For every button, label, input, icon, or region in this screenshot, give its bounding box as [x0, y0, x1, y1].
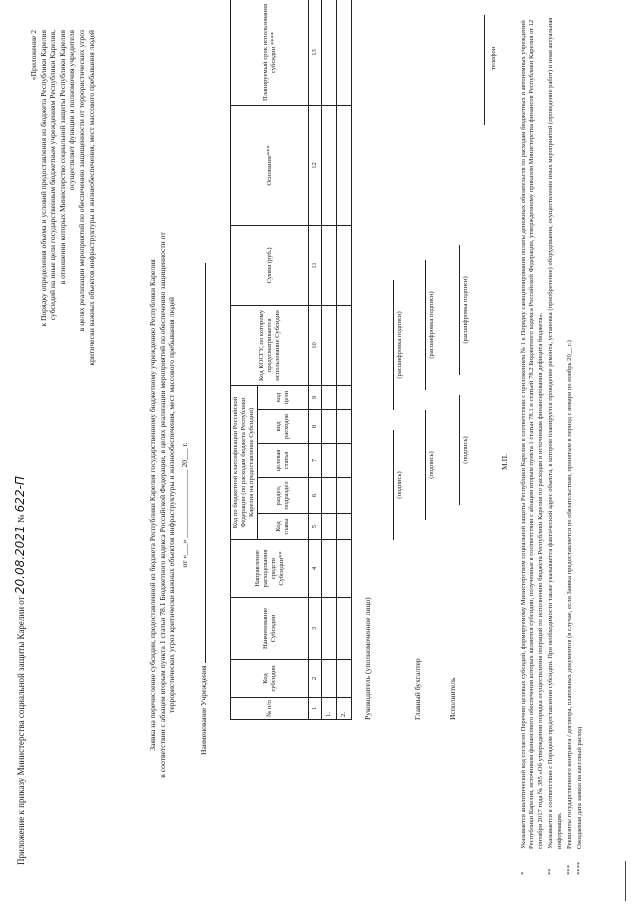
sig-role-executor: Исполнитель — [448, 677, 457, 720]
title-date-line: от «___» __________________ 20___ г. — [179, 442, 189, 568]
sig-caption-accountant-name: (расшифровка подписи) — [428, 291, 435, 359]
table-cell[interactable] — [337, 385, 352, 409]
table-cell[interactable] — [337, 305, 352, 385]
sig-line-accountant-signature[interactable] — [425, 410, 426, 520]
appendix-line-1: к Порядку определения объема и условий предоставления из бюджета Республики Карелия — [38, 30, 48, 327]
phone-label: телефон — [490, 46, 497, 70]
institution-field[interactable] — [197, 263, 206, 663]
institution-label: Наименование Учреждения — [199, 665, 208, 755]
col-header-num: № п/п — [231, 698, 309, 720]
table-cell[interactable] — [322, 105, 337, 225]
table-cell[interactable] — [322, 225, 337, 305]
col-header-expense-type: вид расходов — [258, 410, 309, 444]
table-cell[interactable] — [322, 385, 337, 409]
sig-line-head-name[interactable] — [393, 280, 394, 410]
footnote-mark: * — [520, 871, 527, 875]
col-header-direction: Направление расходования средств Субсидии** — [231, 540, 309, 598]
footnote — [576, 15, 584, 875]
table-cell[interactable] — [337, 225, 352, 305]
table-cell[interactable] — [337, 540, 352, 598]
col-header-section: раздел, подраздел — [258, 478, 309, 514]
col-number: 9 — [309, 385, 322, 409]
footnotes — [520, 15, 587, 875]
request-title — [148, 225, 189, 785]
table-cell[interactable] — [322, 598, 337, 660]
table-cell[interactable] — [322, 660, 337, 698]
footnote-text: Указывается аналитический код согласно Перечню целевых субсидий, формируемому Министерством социальной защиты Республики Карелия в соответствии с приложением № 1 к Порядку санкционирования оплаты денежных обязательств по расходам бюджетных и автономных учреждений Республики Карелия, источником финансового обеспечения которых являются субсидии, полученные в соответствии с абзацем вторым пункта 1 статьи 78.1 и статьей 78.2 Бюджетного кодекса Российской Федерации, утвержденному приказом Министерства финансов Республики Карелия от 12 сентября 2017 года № 385 «Об утверждении порядка осуществления операций по исполнению бюджета Республики Карелия по расходам и источникам финансирования дефицита бюджета». — [520, 19, 544, 849]
col-header-amount: Сумма (руб.) — [231, 225, 309, 305]
footnote-mark: *** — [566, 865, 574, 875]
col-number: 1 — [309, 698, 322, 720]
table-cell[interactable] — [337, 105, 352, 225]
footnote — [520, 15, 545, 875]
margin-mark — [625, 861, 626, 901]
col-number: 5 — [309, 514, 322, 540]
footnote-text: Указывается в соответствии с Порядком предоставления субсидии. При необходимости также указывается фактический адрес объекта, в котором планируется проведение ремонта, установка (приобретение) оборудования, осуществление иных мероприятий (проведение работ) и иная актуальная информация. — [547, 17, 563, 849]
col-number: 13 — [309, 0, 322, 105]
footnote-mark: ** — [547, 868, 555, 875]
table-row — [337, 0, 352, 720]
table-cell[interactable] — [337, 410, 352, 444]
sig-line-accountant-name[interactable] — [425, 260, 426, 390]
table-cell[interactable] — [322, 410, 337, 444]
table-cell[interactable] — [337, 0, 352, 105]
appendix-line-5: в целях реализации мероприятий по обеспечению защищенности от террористических угроз — [76, 30, 86, 332]
table-cell[interactable] — [322, 305, 337, 385]
sig-caption-head-signature: (подпись) — [396, 471, 403, 499]
col-group-header-budget-code: Код по бюджетной классификации Российской Федерации (по расходам бюджета Республики Карелия на предоставление Субсидии) — [231, 385, 258, 539]
col-header-target-item: целевая статья — [258, 444, 309, 478]
footnote-mark: **** — [576, 861, 584, 875]
col-header-basis: Основание*** — [231, 105, 309, 225]
footnote — [566, 15, 574, 875]
col-number: 8 — [309, 410, 322, 444]
table-cell[interactable] — [322, 444, 337, 478]
column-number-row — [309, 0, 322, 720]
phone-line[interactable] — [484, 15, 485, 125]
appendix-line-6: критически важных объектов инфраструктуры и жизнеобеспечения, мест массового пребывания людей — [86, 30, 96, 366]
row-number: 1. — [322, 698, 337, 720]
table-row — [322, 0, 337, 720]
sig-line-executor-signature[interactable] — [459, 395, 460, 505]
footnote-text: Реквизиты государственного контракта / договора, платежных документов (в случае, если Заявка предоставляется по обязательствам, принятым в период с января по ноябрь 20__ г.) — [566, 340, 574, 849]
col-header-chapter-code: Код главы — [258, 514, 309, 540]
col-number: 12 — [309, 105, 322, 225]
stamp-place-label: М.П. — [500, 453, 509, 470]
row-number: 2. — [337, 698, 352, 720]
sig-role-accountant: Главный бухгалтер — [413, 658, 422, 720]
signature-block — [363, 20, 503, 720]
sig-caption-accountant-signature: (подпись) — [428, 451, 435, 479]
col-header-kosgu: Код КОСГУ, по которому предусматривается использование Субсидии — [231, 305, 309, 385]
col-number: 3 — [309, 598, 322, 660]
sig-line-executor-name[interactable] — [459, 245, 460, 375]
footnote — [547, 15, 564, 875]
sig-caption-executor-name: (расшифровка подписи) — [462, 276, 469, 344]
col-header-subsidy-name: Наименование Субсидии — [231, 598, 309, 660]
order-reference: Приложение к приказу Министерства социальной защиты Карелии от 20.08.2021 № 622-П — [13, 476, 27, 865]
col-number: 7 — [309, 444, 322, 478]
col-header-subsidy-code: Код субсидии — [231, 660, 309, 698]
table-cell[interactable] — [337, 444, 352, 478]
table-cell[interactable] — [337, 478, 352, 514]
table-cell[interactable] — [322, 540, 337, 598]
table-cell[interactable] — [322, 478, 337, 514]
appendix-line-4: осуществляет функции и полномочия учредителя — [67, 30, 77, 191]
sig-caption-head-name: (расшифровка подписи) — [396, 311, 403, 379]
appendix-header — [14, 30, 96, 865]
col-number: 10 — [309, 305, 322, 385]
institution-row — [197, 55, 209, 755]
request-table — [230, 0, 352, 720]
title-line-3: террористических угроз критически важных объектов инфраструктуры и жизнеобеспечения, мест массового пребывания людей — [167, 297, 177, 713]
sig-line-head-signature[interactable] — [393, 430, 394, 540]
appendix-line-3: в отношении которых Министерство социальной защиты Республики Карелия — [57, 30, 67, 285]
appendix-line-2: субсидий на иные цели государственным бюджетным учреждениям Республики Карелия, — [48, 30, 58, 321]
col-number: 2 — [309, 660, 322, 698]
order-date-handwritten: 20.08.2021 — [13, 525, 27, 595]
sig-caption-executor-signature: (подпись) — [462, 436, 469, 464]
col-number: 4 — [309, 540, 322, 598]
table-cell[interactable] — [337, 598, 352, 660]
title-line-1: Заявка на перечисление субсидии, предоставленной из бюджета Республики Карелия государственному бюджетному учреждению Республики Карелия — [148, 259, 157, 751]
col-header-goal-code: код цели — [258, 385, 309, 409]
appendix-number: «Приложение 2 — [29, 30, 38, 81]
title-line-2: в соответствии с абзацем вторым пункта 1 статьи 78.1 Бюджетного кодекса Российской Федерации, в целях реализации мероприятий по обеспечению защищенности от — [157, 232, 167, 778]
sig-role-head: Руководитель (уполномоченное лицо) — [363, 597, 372, 720]
col-number: 11 — [309, 225, 322, 305]
col-header-planned-term: Планируемый срок использования субсидии **** — [231, 0, 309, 105]
table-cell[interactable] — [322, 514, 337, 540]
footnote-text: Ожидаемая дата заявки на кассовый расход — [576, 726, 584, 849]
order-number-handwritten: 622-П — [13, 476, 27, 513]
table-cell[interactable] — [337, 660, 352, 698]
table-cell[interactable] — [322, 0, 337, 105]
col-number: 6 — [309, 478, 322, 514]
table-cell[interactable] — [337, 514, 352, 540]
